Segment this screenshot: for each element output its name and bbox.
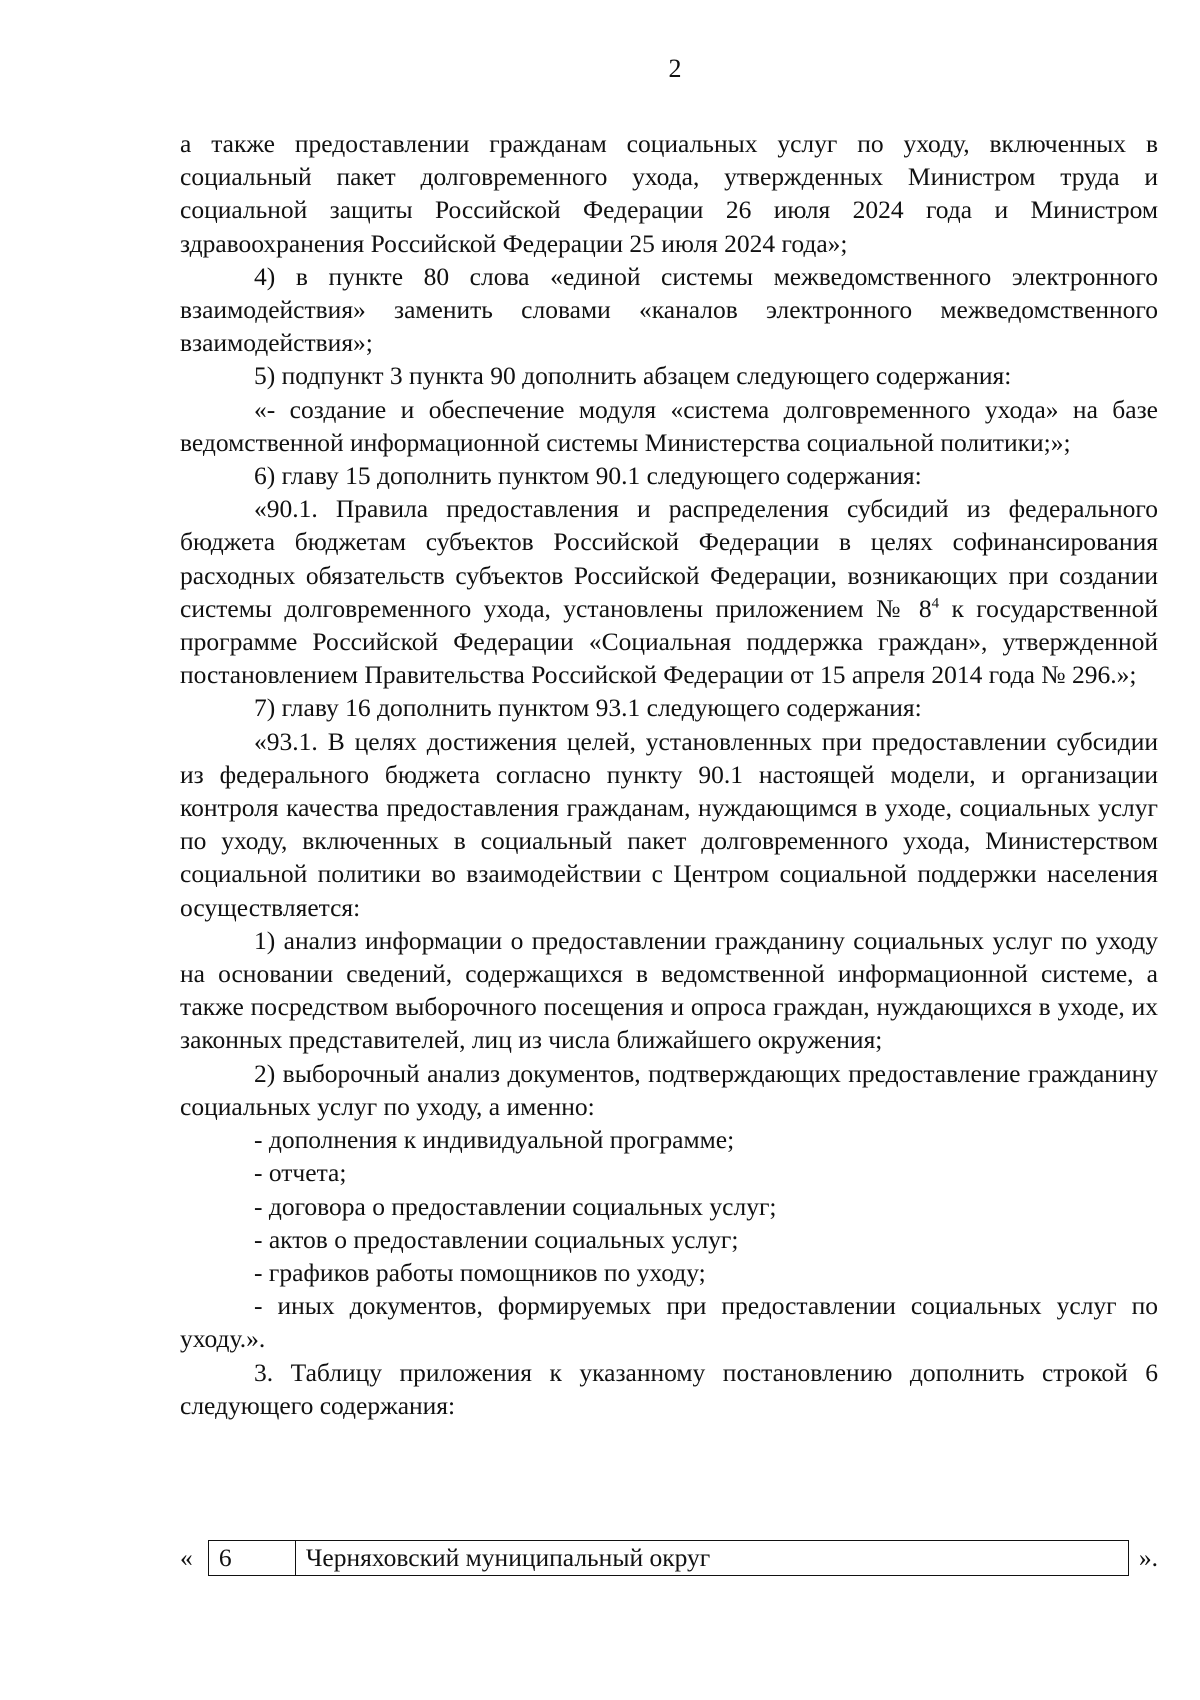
paragraph-text: «90.1. Правила предоставления и распределения субсидий из федерального бюджета бюджетам субъектов Российской Федерации в целях софинансирования расходных обязательств субъектов Российской Федерации, возникающих при создании системы долговременного ухода, установлены приложением № 8 [180,494,1158,623]
row-name-cell: Черняховский муниципальный округ [295,1541,1128,1576]
paragraph: 1) анализ информации о предоставлении гражданину социальных услуг по уходу на основании сведений, содержащихся в ведомственной информационной системе, а также посредством выборочного посещения и опроса граждан, нуждающихся в уходе, их законных представителей, лиц из числа ближайшего окружения; [180,925,1158,1055]
paragraph: «- создание и обеспечение модуля «система долговременного ухода» на базе ведомственной информационной системы Министерства социальной политики;»; [180,394,1158,457]
opening-quote: « [180,1543,193,1572]
paragraph [180,492,1158,691]
paragraph: 2) выборочный анализ документов, подтверждающих предоставление гражданину социальных услуг по уходу, а именно: [180,1058,1158,1121]
row-number-cell: 6 [208,1541,295,1576]
paragraph: 4) в пункте 80 слова «единой системы межведомственного электронного взаимодействия» заменить словами «каналов электронного межведомственного взаимодействия»; [180,261,1158,358]
superscript: 4 [931,595,940,612]
table-row [208,1541,1128,1576]
paragraph: 3. Таблицу приложения к указанному постановлению дополнить строкой 6 следующего содержания: [180,1357,1158,1420]
paragraph: 5) подпункт 3 пункта 90 дополнить абзацем следующего содержания: [254,361,1012,391]
paragraph: - договора о предоставлении социальных услуг; [254,1191,777,1221]
paragraph-text: к государственной программе Российской Федерации «Социальная поддержка граждан», утвержденной постановлением Правительства Российской Федерации от 15 апреля 2014 года № 296.»; [180,593,1158,690]
paragraph: - актов о предоставлении социальных услуг; [254,1224,739,1254]
paragraph: а также предоставлении гражданам социальных услуг по уходу, включенных в социальный пакет долговременного ухода, утвержденных Министром труда и социальной защиты Российской Федерации 26 июля 2024 года и Министром здравоохранения Российской Федерации 25 июля 2024 года»; [180,129,1158,258]
paragraph: - отчета; [254,1158,347,1188]
page-number: 2 [668,54,682,83]
document-body [180,127,1158,1422]
paragraph: 6) главу 15 дополнить пунктом 90.1 следующего содержания: [254,461,922,491]
paragraph: «93.1. В целях достижения целей, установленных при предоставлении субсидии из федерального бюджета согласно пункту 90.1 настоящей модели, и организации контроля качества предоставления гражданам, нуждающимся в уходе, социальных услуг по уходу, включенных в социальный пакет долговременного ухода, Министерством социальной политики во взаимодействии с Центром социальной поддержки населения осуществляется: [180,726,1158,922]
paragraph: - дополнения к индивидуальной программе; [254,1125,735,1155]
paragraph: - графиков работы помощников по уходу; [254,1257,706,1287]
paragraph: 7) главу 16 дополнить пунктом 93.1 следующего содержания: [254,693,922,723]
appendix-table-row [208,1540,1129,1576]
paragraph: - иных документов, формируемых при предоставлении социальных услуг по уходу.». [180,1291,1158,1354]
closing-quote: ». [1138,1543,1158,1572]
table-addition [180,1540,1158,1576]
